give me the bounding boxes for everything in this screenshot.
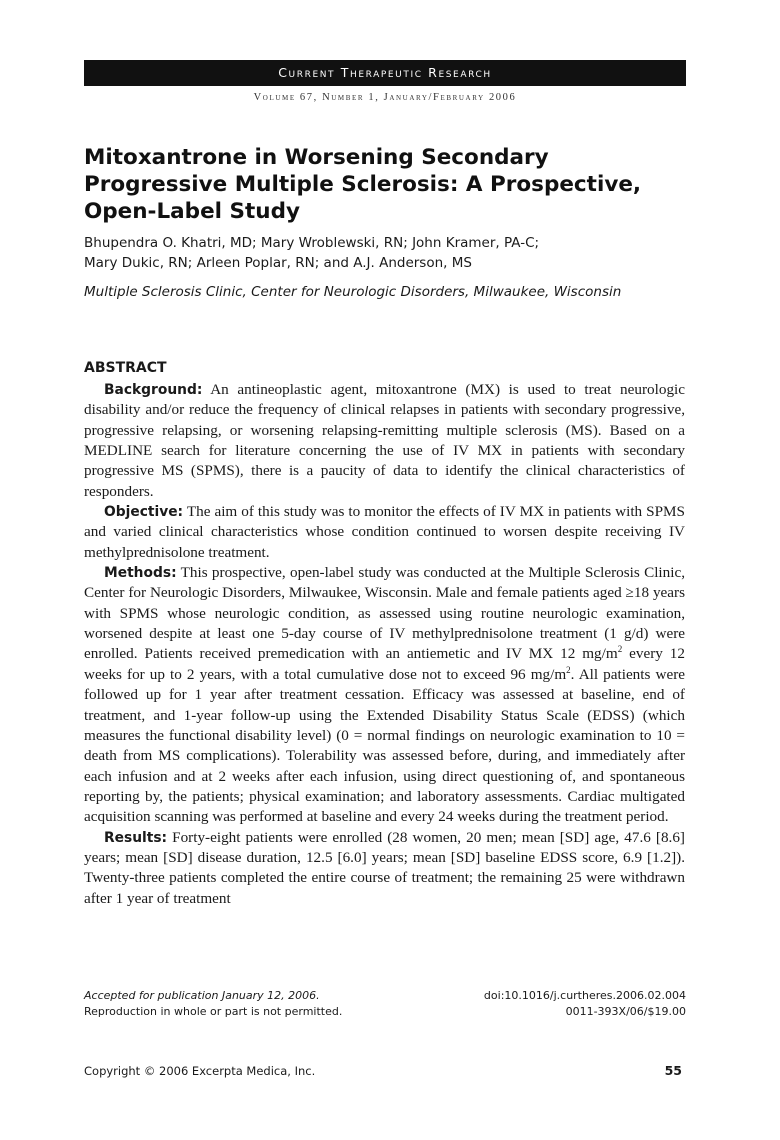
footer-notes [84, 988, 686, 1028]
methods-label: Methods: [104, 565, 177, 582]
abstract-methods [84, 563, 685, 827]
abstract-heading: ABSTRACT [84, 360, 167, 376]
methods-text-2: every 12 weeks for up to 2 years, with a total cumulative dose not to exceed 96 mg/m [84, 645, 685, 683]
author-line-1: Bhupendra O. Khatri, MD; Mary Wroblewski, RN; John Kramer, PA-C; [84, 235, 540, 251]
objective-text: The aim of this study was to monitor the effects of IV MX in patients with SPMS and varied clinical characteristics whose condition continued to worsen despite receiving IV methylprednisolone treatment. [84, 503, 685, 561]
author-line-2: Mary Dukic, RN; Arleen Poplar, RN; and A.J. Anderson, MS [84, 254, 472, 271]
footer-left [84, 988, 342, 1020]
page-number: 55 [664, 1063, 682, 1078]
abstract-background [84, 380, 685, 502]
objective-label: Objective: [104, 504, 184, 521]
methods-text-3: . All patients were followed up for 1 year after treatment cessation. Efficacy was assessed at baseline, end of treatment, and 1-year follow-up using the Extended Disability Status Scale (EDSS) (which measures the functional disability level) (0 = normal findings on neurologic examination to 10 = death from MS complications). Tolerability was assessed before, during, and immediately after each infusion and at 2 weeks after each infusion, using direct questioning of, and spontaneous reporting by, the patients; physical examination; and laboratory assessments. Cardiac multigated acquisition scanning was performed at baseline and every 24 weeks during the treatment period. [84, 665, 685, 826]
methods-superscript-1: 2 [617, 644, 623, 655]
doi-text: doi:10.1016/j.curtheres.2006.02.004 [483, 989, 686, 1002]
results-text: Forty-eight patients were enrolled (28 women, 20 men; mean [SD] age, 47.6 [8.6] years; mean [SD] disease duration, 12.5 [6.0] years; mean [SD] baseline EDSS score, 6.9 [1.2]). Twenty-three patients completed the entire course of treatment; the remaining 25 were withdrawn after 1 year of treatment [84, 828, 685, 907]
author-list [84, 234, 694, 273]
footer-right [484, 988, 686, 1020]
author-affiliation: Multiple Sclerosis Clinic, Center for Neurologic Disorders, Milwaukee, Wisconsin [84, 284, 622, 300]
background-label: Background: [104, 382, 203, 398]
accepted-date-note: Accepted for publication January 12, 2006. [84, 989, 320, 1002]
abstract-objective [84, 502, 685, 563]
abstract-results [84, 828, 685, 909]
results-label: Results: [104, 829, 168, 846]
reproduction-note: Reproduction in whole or part is not permitted. [84, 1005, 343, 1018]
article-title: Mitoxantrone in Worsening Secondary Progressive Multiple Sclerosis: A Prospective, Open-Label Study [84, 145, 642, 224]
abstract-body [84, 380, 685, 909]
journal-name-banner: Current Therapeutic Research [84, 60, 686, 86]
copyright-notice: Copyright © 2006 Excerpta Medica, Inc. [84, 1064, 316, 1078]
journal-issue-line: Volume 67, Number 1, January/February 2006 [253, 92, 517, 103]
background-text: An antineoplastic agent, mitoxantrone (MX) is used to treat neurologic disability and/or reduce the frequency of clinical relapses in patients with secondary progressive, progressive relapsing, or worsening relapsing-remitting multiple sclerosis (MS). Based on a MEDLINE search for literature concerning the use of IV MX in patients with secondary progressive MS (SPMS), there is a paucity of data to identify the clinical characteristics of responders. [84, 381, 685, 500]
methods-superscript-2: 2 [566, 664, 571, 675]
issn-price: 0011-393X/06/$19.00 [565, 1005, 686, 1018]
methods-text-1: This prospective, open-label study was conducted at the Multiple Sclerosis Clinic, Center for Neurologic Disorders, Milwaukee, Wisconsin. Male and female patients aged ≥18 years with SPMS whose neurologic condition, as assessed using routine neurologic examination, worsened despite at least one 5-day course of IV methylprednisolone treatment (1 g/d) were enrolled. Patients received premedication with an antiemetic and IV MX 12 mg/m [84, 564, 685, 663]
